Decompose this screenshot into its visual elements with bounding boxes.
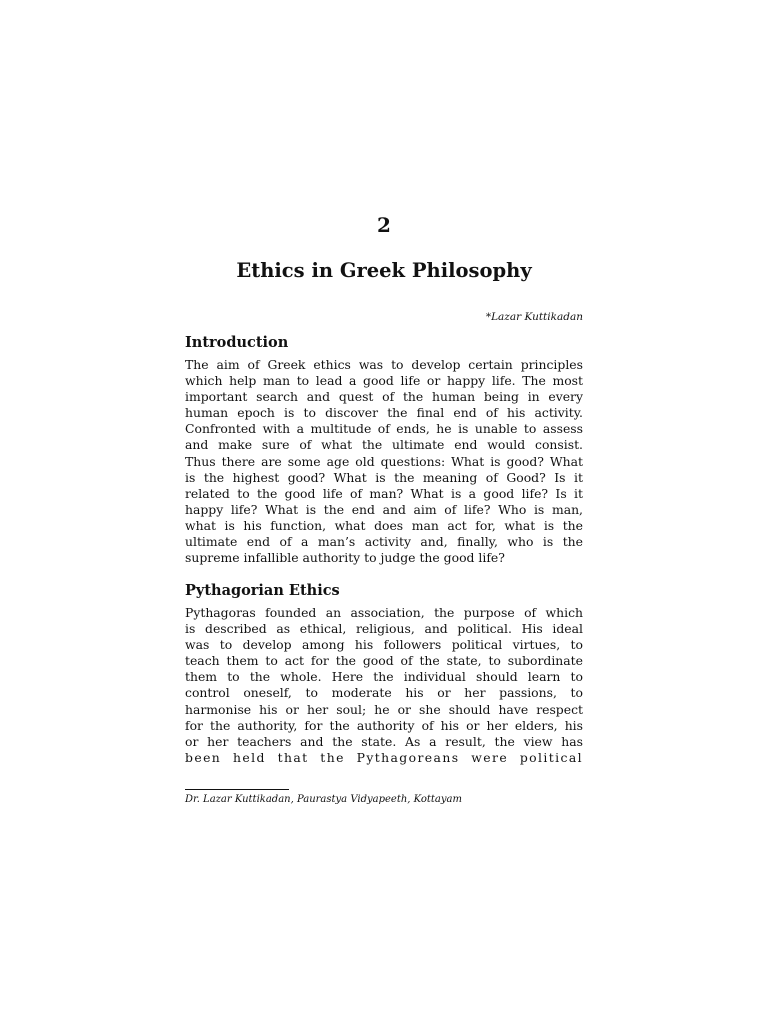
text-line: which help man to lead a good life or happy life. The most xyxy=(185,373,583,389)
text-line: human epoch is to discover the final end of his activity. xyxy=(185,405,583,421)
text-line: Thus there are some age old questions: What is good? What xyxy=(185,453,583,469)
text-line: Confronted with a multitude of ends, he is unable to assess xyxy=(185,421,583,437)
footnote: Dr. Lazar Kuttikadan, Paurastya Vidyapeeth, Kottayam xyxy=(185,794,462,805)
text-line: control oneself, to moderate his or her passions, to xyxy=(185,685,583,701)
text-line: or her teachers and the state. As a result, the view has xyxy=(185,733,583,749)
text-line: been held that the Pythagoreans were political xyxy=(185,749,583,765)
text-line: was to develop among his followers political virtues, to xyxy=(185,637,583,653)
text-line: supreme infallible authority to judge the good life? xyxy=(185,550,505,566)
text-line: for the authority, for the authority of his or her elders, his xyxy=(185,717,583,733)
text-line: harmonise his or her soul; he or she should have respect xyxy=(185,701,583,717)
text-line: is described as ethical, religious, and political. His ideal xyxy=(185,621,583,637)
text-line: is the highest good? What is the meaning of Good? Is it xyxy=(185,469,583,485)
text-line: related to the good life of man? What is a good life? Is it xyxy=(185,485,583,501)
section-pythagorian-ethics xyxy=(185,581,583,766)
footnote-divider xyxy=(185,789,289,790)
section-heading: Pythagorian Ethics xyxy=(185,582,340,599)
text-line: teach them to act for the good of the state, to subordinate xyxy=(185,653,583,669)
section-body xyxy=(185,357,583,566)
text-line: ultimate end of a man’s activity and, finally, who is the xyxy=(185,534,583,550)
text-line: important search and quest of the human being in every xyxy=(185,389,583,405)
section-heading: Introduction xyxy=(185,334,289,351)
text-line: them to the whole. Here the individual should learn to xyxy=(185,669,583,685)
chapter-number: 2 xyxy=(377,213,391,237)
section-body xyxy=(185,605,583,766)
text-line: happy life? What is the end and aim of life? Who is man, xyxy=(185,501,583,517)
author-byline: *Lazar Kuttikadan xyxy=(485,311,583,323)
text-line: and make sure of what the ultimate end would consist. xyxy=(185,437,583,453)
text-line: what is his function, what does man act for, what is the xyxy=(185,517,583,533)
text-line: The aim of Greek ethics was to develop certain principles xyxy=(185,357,583,372)
chapter-title: Ethics in Greek Philosophy xyxy=(236,259,532,282)
text-line: Pythagoras founded an association, the purpose of which xyxy=(185,605,583,620)
section-introduction xyxy=(185,333,583,566)
